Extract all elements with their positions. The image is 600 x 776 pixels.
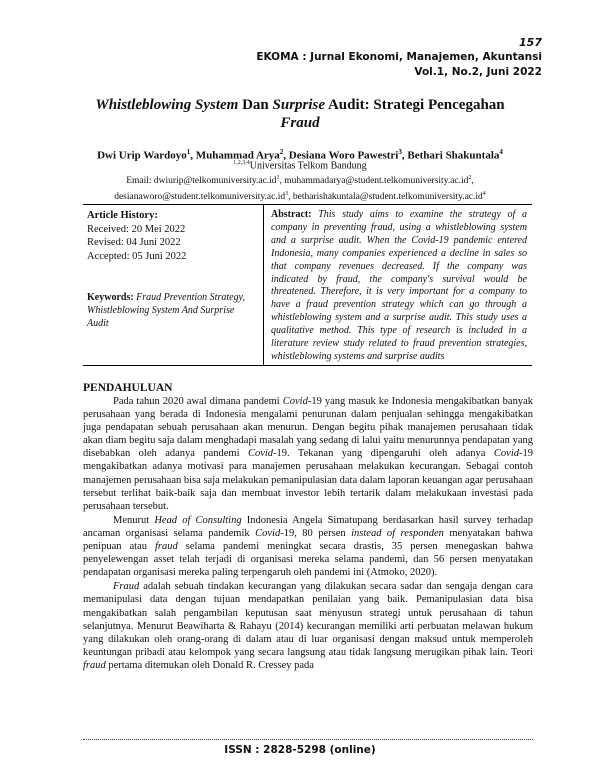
text-run: Covid	[247, 448, 274, 460]
affiliation-text: Universitas Telkom Bandung	[249, 160, 367, 172]
author-sup: 1	[186, 148, 191, 156]
text-run: Pada tahun 2020 awal dimana pandemi	[113, 396, 283, 407]
keywords-text: Fraud Prevention Strategy, Whistleblowing System And Surprise Audit	[87, 292, 245, 329]
author-list: Dwi Urip Wardoyo$^1$, Muhammad Arya$^2$, Desiana Woro Pawestri$^3$, Bethari Shakuntala$^4$	[97, 148, 503, 162]
author-sup: 3	[398, 148, 402, 156]
text-run: Covid	[255, 527, 281, 539]
text-run: -19 mengakibatkan adanya motivasi para manajemen perusahaan melakukan kecurangan. Sebagai contoh manajemen perusahaan bisa saja melakukan pemanipulasian data dalam laporan keuangan agar perusahaan tersebut terlihat baik-baik saja dan membuat investor lebih tertarik dalam melakukaan investasi pada perusahaan tersebut.	[83, 448, 534, 512]
text-run: adalah sebuah tindakan kecurangan yang dilakukan secara sadar dan sengaja dengan cara memanipulasi data dengan tujuan mendapatkan penilaian yang baik. Pemanipulasian data bisa mengakibatkan salah pengambilan keputusan saat menyusun strategi untuk perusahaan di tahun selanjutnya. Menurut Beawiharta & Rahayu (2014) kecurangan memiliki arti perbuatan melawan hukum yang dilakukan oleh orang-orang di dalam atau di luar organisasi dengan maksud untuk memperoleh keuntungan pribadi atau kelompok yang secara langsung atau tidak langsung merugikan pihak lain. Teori	[83, 581, 533, 658]
keywords	[87, 291, 257, 330]
text-run: Indonesia Angela Simatupang berdasarkan hasil survey terhadap ancaman organisasi selama pandemik	[83, 514, 533, 539]
text-run: Fraud	[113, 581, 140, 593]
email-label: Email:	[126, 176, 154, 187]
page-number: 157	[519, 36, 542, 49]
author-name: Dwi Urip Wardoyo	[97, 149, 187, 162]
email-sup: 2	[468, 175, 472, 181]
text-run: selama pandemi meningkat secara drastis, 35 persen menegaskan bahwa penyelewengan asset telah terjadi di organisasi mereka selama pandemi, dan 56 persen menyatakan pendapatan organisasi mereka paling terpengaruh oleh pandemi ini (Atmoko, 2020).	[83, 541, 533, 579]
email-address[interactable]: betharishakuntala@student.telkomuniversity.ac.id	[292, 191, 483, 202]
author-sup: 4	[499, 148, 503, 156]
email-sup: 3	[285, 190, 289, 197]
text-run: fraud	[155, 541, 178, 553]
text-run: -19, 80 persen	[280, 527, 352, 539]
text-run: menyatakan bahwa penipuan atau	[83, 527, 533, 553]
author-name: Muhammad Arya	[195, 149, 280, 162]
journal-volume: Vol.1, No.2, Juni 2022	[414, 66, 542, 78]
paragraph	[83, 395, 533, 513]
keywords-label: Keywords:	[87, 292, 134, 303]
section-heading: PENDAHULUAN	[83, 382, 173, 394]
title-part: Audit: Strategi Pencegahan	[325, 97, 505, 113]
paragraph	[83, 514, 533, 579]
email-address[interactable]: desianaworo@student.telkomuniversity.ac.id	[114, 191, 286, 202]
received-date: Received: 20 Mei 2022	[87, 223, 186, 235]
text-run: Covid	[282, 396, 308, 407]
article-title	[60, 96, 540, 132]
email-address[interactable]: muhammadarya@student.telkomuniversity.ac.id	[284, 176, 469, 187]
text-run: -19. Tekanan yang dipengaruhi oleh adanya	[273, 448, 494, 460]
author-name: Desiana Woro Pawestri	[288, 149, 399, 162]
text-run: pertama ditemukan oleh Donald R. Cressey pada	[105, 659, 314, 671]
affiliation-sup: 1,2,3,4	[233, 160, 250, 166]
article-info-box	[83, 204, 532, 366]
paragraph	[83, 580, 533, 672]
abstract-label: Abstract:	[271, 209, 312, 220]
email-list: Email: $dwiurip@telkomuniversity.ac.id^1$, $muhammadarya@student.telkomuniversity.ac.id^2$, $desianaworo@student.telkomuniversity.ac.id^3$, $betharishakuntala@student.telkomuniversity.ac.id^4$	[114, 175, 486, 202]
journal-name: EKOMA : Jurnal Ekonomi, Manajemen, Akuntansi	[256, 51, 542, 63]
email-address[interactable]: dwiurip@telkomuniversity.ac.id	[153, 176, 277, 187]
abstract	[271, 209, 527, 364]
email-sup: 4	[482, 190, 486, 197]
journal-header	[256, 50, 542, 80]
title-part: Whistleblowing System	[95, 97, 239, 113]
text-run: Menurut	[113, 514, 155, 526]
author-sup: 2	[279, 148, 284, 156]
text-run: instead of responden	[351, 527, 444, 539]
body-text	[83, 395, 533, 673]
history-label: Article History:	[87, 210, 158, 221]
issn: ISSN : 2828-5298 (online)	[224, 744, 376, 756]
affiliation	[60, 160, 540, 171]
footer-divider	[83, 739, 533, 740]
email-sup: 1	[276, 175, 280, 181]
accepted-date: Accepted: 05 Juni 2022	[87, 250, 187, 262]
text-run: Head of Consulting	[154, 514, 242, 526]
text-run: fraud	[83, 659, 106, 671]
revised-date: Revised: 04 Juni 2022	[87, 237, 181, 248]
text-run: Covid	[493, 448, 520, 460]
column-divider	[263, 205, 264, 365]
title-part: Surprise	[272, 97, 326, 113]
title-part: Fraud	[280, 115, 320, 131]
abstract-text: This study aims to examine the strategy of a company in preventing fraud, using a whistleblowing system and a surprise audit. When the Covid-19 pandemic entered Indonesia, many companies experienced a decline in sales so that company revenues decreased. If the company was indicated by fraud, the company's survival would be threatened. Therefore, it is very important for a company to have a fraud prevention strategy which can go through a whistleblowing system and a surprise audit. This study uses a qualitative method. This type of research is included in a literature review study related to fraud prevention strategies, whistleblowing systems and surprise audits	[271, 209, 527, 362]
article-history	[87, 209, 257, 263]
text-run: -19 yang masuk ke Indonesia mengakibatkan banyak perusahaan yang berada di Indonesia mengalami penurunan dalam penjualan sehingga mengakibatkan juga pendapatan sebuah perusahaan akan menurun. Dengan begitu pihak manajemen perusahaan tidak akan diam begitu saja dalam menghadapi masalah yang sedang di lalui yaitu menurunnya pendapatan yang disebabkan oleh adanya pandemi	[83, 396, 533, 460]
title-part: Dan	[238, 97, 273, 113]
author-name: Bethari Shakuntala	[407, 149, 500, 162]
